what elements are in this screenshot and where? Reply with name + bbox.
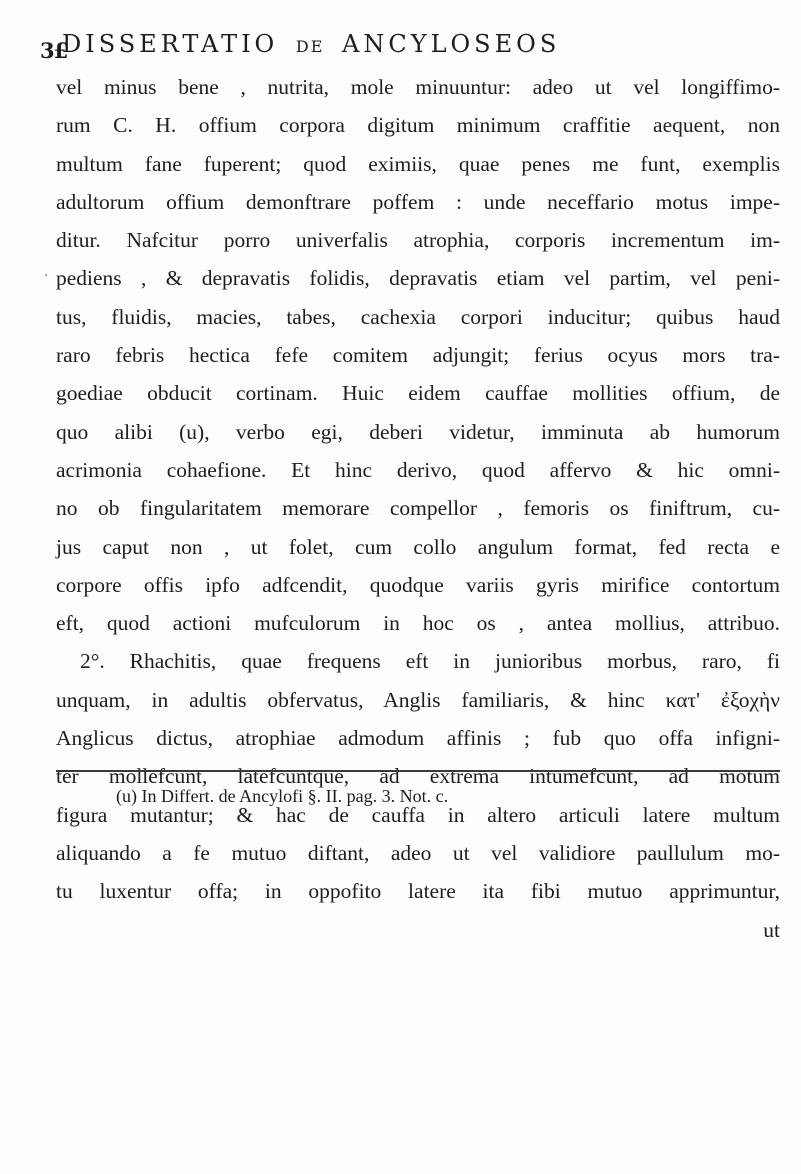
text-line-7: tus, fluidis, macies, tabes, cachexia corpori inducitur; quibus haud [56,304,780,329]
title-ancyloseos: ANCYLOSEOS [342,30,561,58]
body-text [56,68,780,949]
text-line-16: 2°. Rhachitis, quae frequens eft in junioribus morbus, raro, fi [80,649,780,674]
text-line-21: aliquando a fe mutuo diftant, adeo ut vel validiore paullulum mo- [56,840,780,865]
text-line-5: ditur. Nafcitur porro univerfalis atrophia, corporis incrementum im- [56,228,780,253]
catchword: ut [763,917,780,942]
text-line-15: eft, quod actioni mufculorum in hoc os , antea mollius, attribuo. [56,611,780,636]
text-line-20: figura mutantur; & hac de cauffa in altero articuli latere multum [56,802,780,827]
text-line-14: corpore offis ipfo adfcendit, quodque variis gyris mirifice contortum [56,572,780,597]
text-line-9: goediae obducit cortinam. Huic eidem cauffae mollities offium, de [56,381,780,406]
text-line-11: acrimonia cohaefione. Et hinc derivo, quod affervo & hic omni- [56,457,780,482]
text-line-6: pediens , & depravatis folidis, depravatis etiam vel partim, vel peni- [56,266,780,291]
title-de: DE [295,37,325,56]
text-line-10: quo alibi (u), verbo egi, deberi videtur, imminuta ab humorum [56,419,780,444]
text-line-2: rum C. H. offium corpora digitum minimum craffitie aequent, non [56,113,780,138]
text-line-18: Anglicus dictus, atrophiae admodum affinis ; fub quo offa infigni- [56,726,780,751]
text-line-13: jus caput non , ut folet, cum collo angulum format, fed recta e [56,534,780,559]
margin-mark: · [44,268,49,284]
text-line-3: multum fane fuperent; quod eximiis, quae penes me funt, exemplis [56,151,780,176]
page-number: 3£ [40,38,68,63]
footnote-rule [56,770,780,772]
text-line-8: raro febris hectica fefe comitem adjungit; ferius ocyus mors tra- [56,343,780,368]
text-line-19: ter mollefcunt, latefcuntque, ad extrema intumefcunt, ad motum [56,764,780,789]
text-line-22: tu luxentur offa; in oppofito latere ita fibi mutuo apprimuntur, [56,879,780,904]
text-line-1: vel minus bene , nutrita, mole minuuntur: adeo ut vel longiffimo- [56,75,780,99]
text-line-17: unquam, in adultis obfervatus, Anglis familiaris, & hinc κατ' ἐξοχὴν [56,687,780,712]
footnote: (u) In Differt. de Ancylofi §. II. pag. 3. Not. c. [116,786,449,806]
text-line-12: no ob fingularitatem memorare compellor , femoris os finiftrum, cu- [56,496,780,521]
title-dissertatio: DISSERTATIO [62,30,279,58]
running-title [62,30,560,58]
text-line-4: adultorum offium demonftrare poffem : unde neceffario motus impe- [56,189,780,214]
running-head [40,30,760,63]
